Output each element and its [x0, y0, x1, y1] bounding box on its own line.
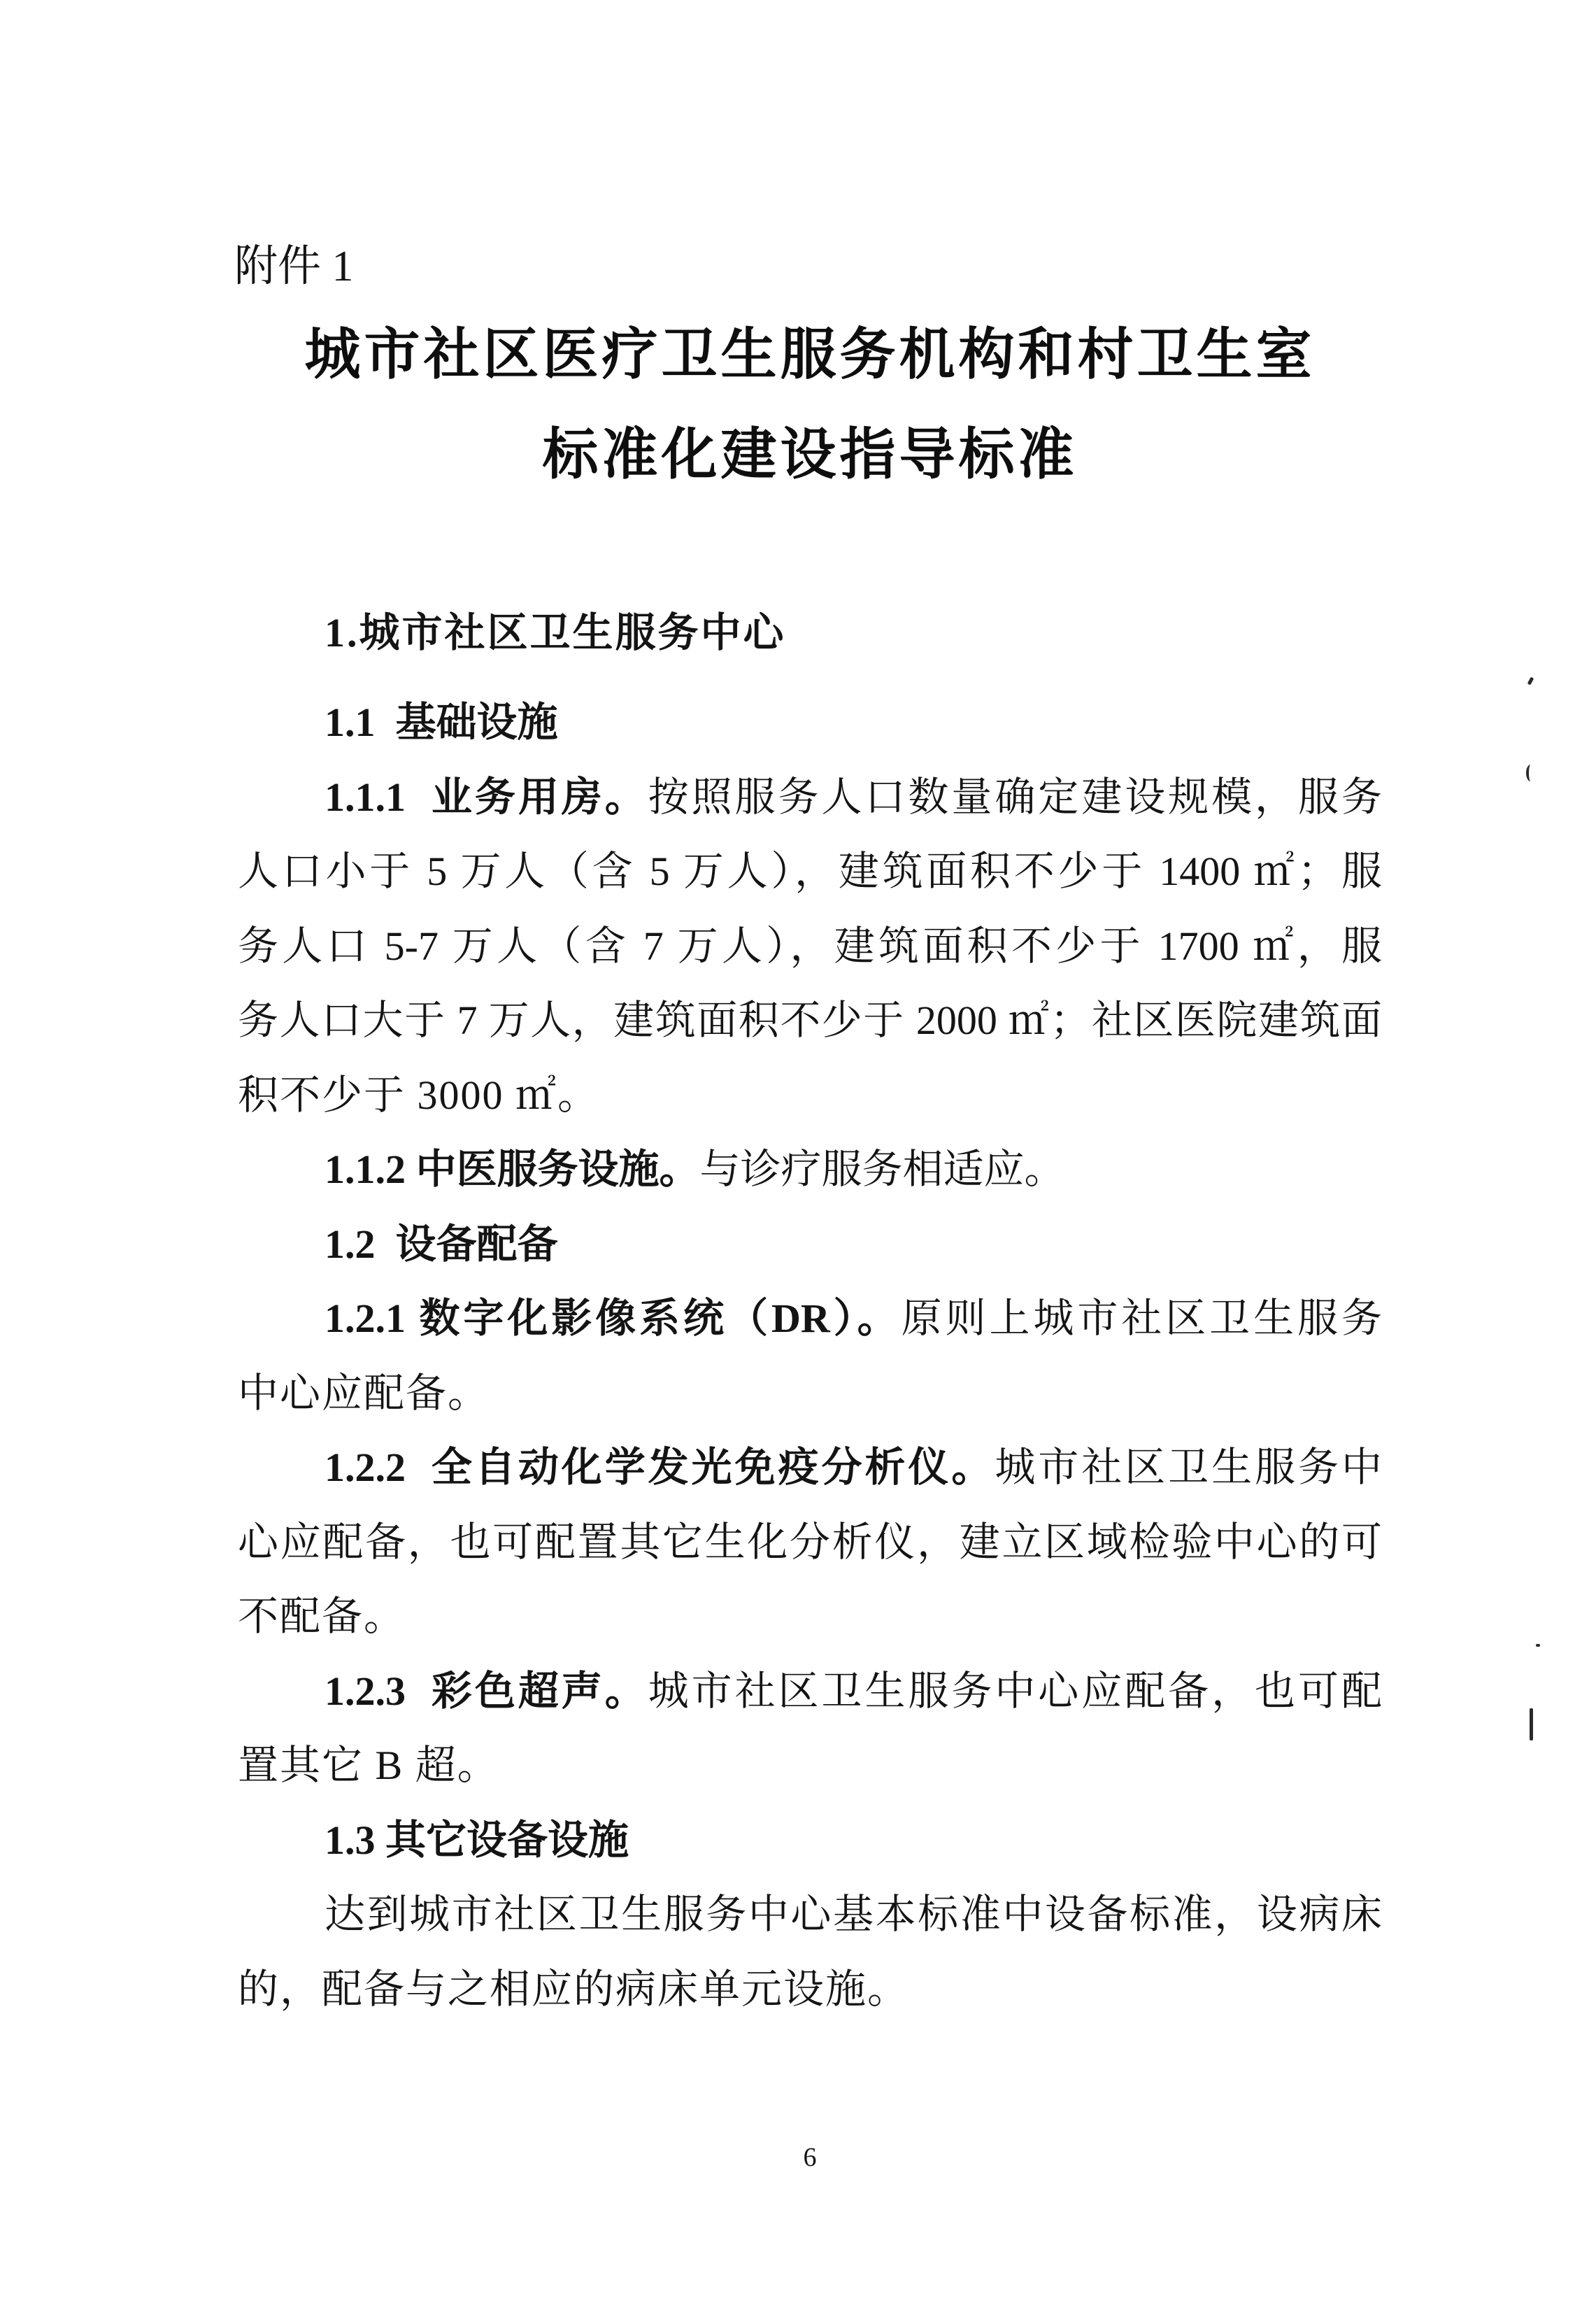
document-title [238, 306, 1382, 506]
page-number: 6 [803, 2143, 817, 2172]
item-1-2-2-line-2: 心应配备，也可配置其它生化分析仪，建立区域检验中心的可 [238, 1519, 1382, 1565]
item-1-1-2-lead: 1.1.2 中医服务设施。 [325, 1147, 700, 1192]
item-1-2-2-line-3: 不配备。 [238, 1594, 406, 1639]
item-1-1-1-line-4: 务人口大于 7 万人，建筑面积不少于 2000 ㎡；社区医院建筑面 [238, 998, 1382, 1043]
section-heading-1-2: 1.2 设备配备 [325, 1221, 558, 1267]
section-heading-1-3: 1.3 其它设备设施 [325, 1817, 629, 1863]
item-1-2-3-line-1 [238, 1654, 1382, 1729]
item-1-2-3-text: 城市社区卫生服务中心应配备，也可配 [648, 1668, 1382, 1714]
item-1-1-1-text: 按照服务人口数量确定建设规模，服务 [648, 774, 1382, 820]
item-1-2-2-text: 城市社区卫生服务中 [995, 1445, 1382, 1490]
item-1-2-2-line-1 [238, 1431, 1382, 1505]
item-1-2-3-line-2: 置其它 B 超。 [238, 1743, 499, 1788]
item-1-2-3-lead: 1.2.3 彩色超声。 [325, 1668, 648, 1714]
section-1-3-line-1: 达到城市社区卫生服务中心基本标准中设备标准，设病床 [325, 1892, 1382, 1937]
item-1-2-1-line-1 [238, 1282, 1382, 1356]
scan-speck [1536, 1644, 1540, 1647]
scan-speck [1530, 1708, 1533, 1740]
item-1-1-2-line-1 [238, 1133, 1382, 1207]
title-line-1: 城市社区医疗卫生服务机构和村卫生室 [304, 325, 1316, 386]
item-1-1-1-line-3: 务人口 5-7 万人（含 7 万人），建筑面积不少于 1700 ㎡，服 [238, 923, 1382, 969]
item-1-1-2-text: 与诊疗服务相适应。 [699, 1147, 1065, 1192]
title-line-2: 标准化建设指导标准 [542, 425, 1078, 486]
item-1-2-1-text: 原则上城市社区卫生服务 [901, 1296, 1382, 1341]
item-1-1-1-line-2: 人口小于 5 万人（含 5 万人），建筑面积不少于 1400 ㎡；服 [238, 849, 1382, 894]
item-1-2-2-lead: 1.2.2 全自动化学发光免疫分析仪。 [325, 1445, 995, 1490]
scan-speck [1526, 765, 1535, 781]
section-heading-1-1: 1.1 基础设施 [325, 700, 558, 745]
item-1-2-1-lead: 1.2.1 数字化影像系统（DR）。 [325, 1296, 902, 1341]
item-1-1-1-line-1 [238, 760, 1382, 835]
item-1-2-1-line-2: 中心应配备。 [238, 1370, 490, 1416]
item-1-1-1-lead: 1.1.1 业务用房。 [325, 774, 648, 820]
scan-speck [1527, 676, 1534, 685]
section-1-3-line-2: 的，配备与之相应的病床单元设施。 [238, 1966, 910, 2012]
document-body [238, 596, 1382, 2027]
item-1-1-1-line-5: 积不少于 3000 ㎡。 [238, 1072, 600, 1118]
attachment-label: 附件 1 [234, 243, 354, 290]
section-heading-1: 1.城市社区卫生服务中心 [325, 610, 786, 655]
